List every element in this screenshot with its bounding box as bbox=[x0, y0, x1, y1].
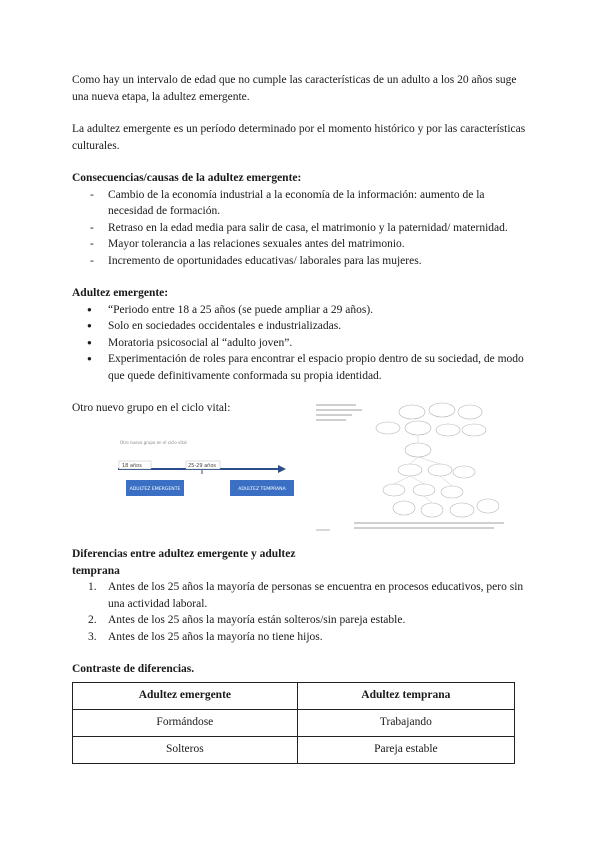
document-page bbox=[72, 72, 527, 764]
figure-caption: Otro nuevo grupo en el ciclo vital: bbox=[72, 402, 231, 414]
stage-box-early-label: ADULTEZ TEMPRANA bbox=[238, 487, 286, 492]
contrast-section bbox=[72, 661, 527, 764]
figure-annotation-text-lines bbox=[316, 404, 362, 421]
developmental-pathways-figure bbox=[314, 400, 534, 538]
list-item-text: Antes de los 25 años la mayoría están solteros/sin pareja estable. bbox=[108, 614, 406, 626]
table-row bbox=[73, 736, 515, 763]
causes-heading: Consecuencias/causas de la adultez emergente: bbox=[72, 172, 302, 184]
list-item: - Incremento de oportunidades educativas/ laborales para las mujeres. bbox=[72, 253, 527, 270]
differences-list bbox=[72, 579, 527, 645]
emergent-list bbox=[72, 302, 527, 385]
emergent-heading: Adultez emergente: bbox=[72, 287, 169, 299]
list-item: ● Solo en sociedades occidentales e industrializadas. bbox=[72, 318, 527, 335]
column-header: Adultez emergente bbox=[73, 682, 298, 709]
differences-section bbox=[72, 546, 527, 645]
list-item-text: Antes de los 25 años la mayoría de personas se encuentra en procesos educativos, pero sin una actividad laboral. bbox=[108, 581, 524, 610]
list-item: - Retraso en la edad media para salir de casa, el matrimonio y la paternidad/ maternidad. bbox=[72, 220, 527, 237]
causes-section bbox=[72, 170, 527, 269]
list-item: 1. Antes de los 25 años la mayoría de personas se encuentra en procesos educativos, pero sin una actividad laboral. bbox=[88, 581, 524, 610]
intro-paragraph-2: La adultez emergente es un período determinado por el momento histórico y por las características culturales. bbox=[72, 123, 526, 152]
life-cycle-timeline-figure bbox=[118, 438, 298, 508]
intro-paragraph-1: Como hay un intervalo de edad que no cumple las características de un adulto a los 20 años suge una nueva etapa, la adultez emergente. bbox=[72, 74, 517, 103]
table-cell: Formándose bbox=[73, 709, 298, 736]
contrast-table bbox=[72, 682, 515, 764]
differences-heading: Diferencias entre adultez emergente y adultez temprana bbox=[72, 548, 296, 577]
table-cell: Pareja estable bbox=[297, 736, 514, 763]
list-item: - Cambio de la economía industrial a la economía de la información: aumento de la necesidad de formación. bbox=[72, 187, 527, 220]
list-item: - Mayor tolerancia a las relaciones sexuales antes del matrimonio. bbox=[72, 236, 527, 253]
table-cell: Trabajando bbox=[297, 709, 514, 736]
list-item: 2. Antes de los 25 años la mayoría están solteros/sin pareja estable. bbox=[88, 614, 406, 626]
figure-source-text-lines bbox=[316, 522, 504, 531]
table-row bbox=[73, 709, 515, 736]
age-label-2: 25-29 años bbox=[188, 463, 217, 469]
table-header-row bbox=[73, 682, 515, 709]
table-cell: Solteros bbox=[73, 736, 298, 763]
figure-row bbox=[72, 400, 527, 538]
timeline-arrow-icon bbox=[278, 465, 286, 473]
list-item: ● Moratoria psicosocial al “adulto joven”. bbox=[72, 335, 527, 352]
stage-box-emergent-label: ADULTEZ EMERGENTE bbox=[129, 487, 181, 492]
timeline-title: Otro nuevo grupo en el ciclo vital bbox=[120, 440, 187, 445]
list-item: ● Experimentación de roles para encontrar el espacio propio dentro de su sociedad, de modo que quede definitivamente conformada su propia identidad. bbox=[72, 351, 527, 384]
causes-list bbox=[72, 187, 527, 270]
list-item: 3. Antes de los 25 años la mayoría no tiene hijos. bbox=[88, 630, 323, 643]
list-item: ● “Periodo entre 18 a 25 años (se puede ampliar a 29 años). bbox=[72, 302, 527, 319]
contrast-heading: Contraste de diferencias. bbox=[72, 663, 195, 675]
age-label-1: 18 años bbox=[122, 463, 142, 469]
emergent-section bbox=[72, 285, 527, 384]
pathway-nodes bbox=[376, 403, 499, 517]
column-header: Adultez temprana bbox=[297, 682, 514, 709]
list-item-text: Antes de los 25 años la mayoría no tiene hijos. bbox=[108, 630, 323, 643]
